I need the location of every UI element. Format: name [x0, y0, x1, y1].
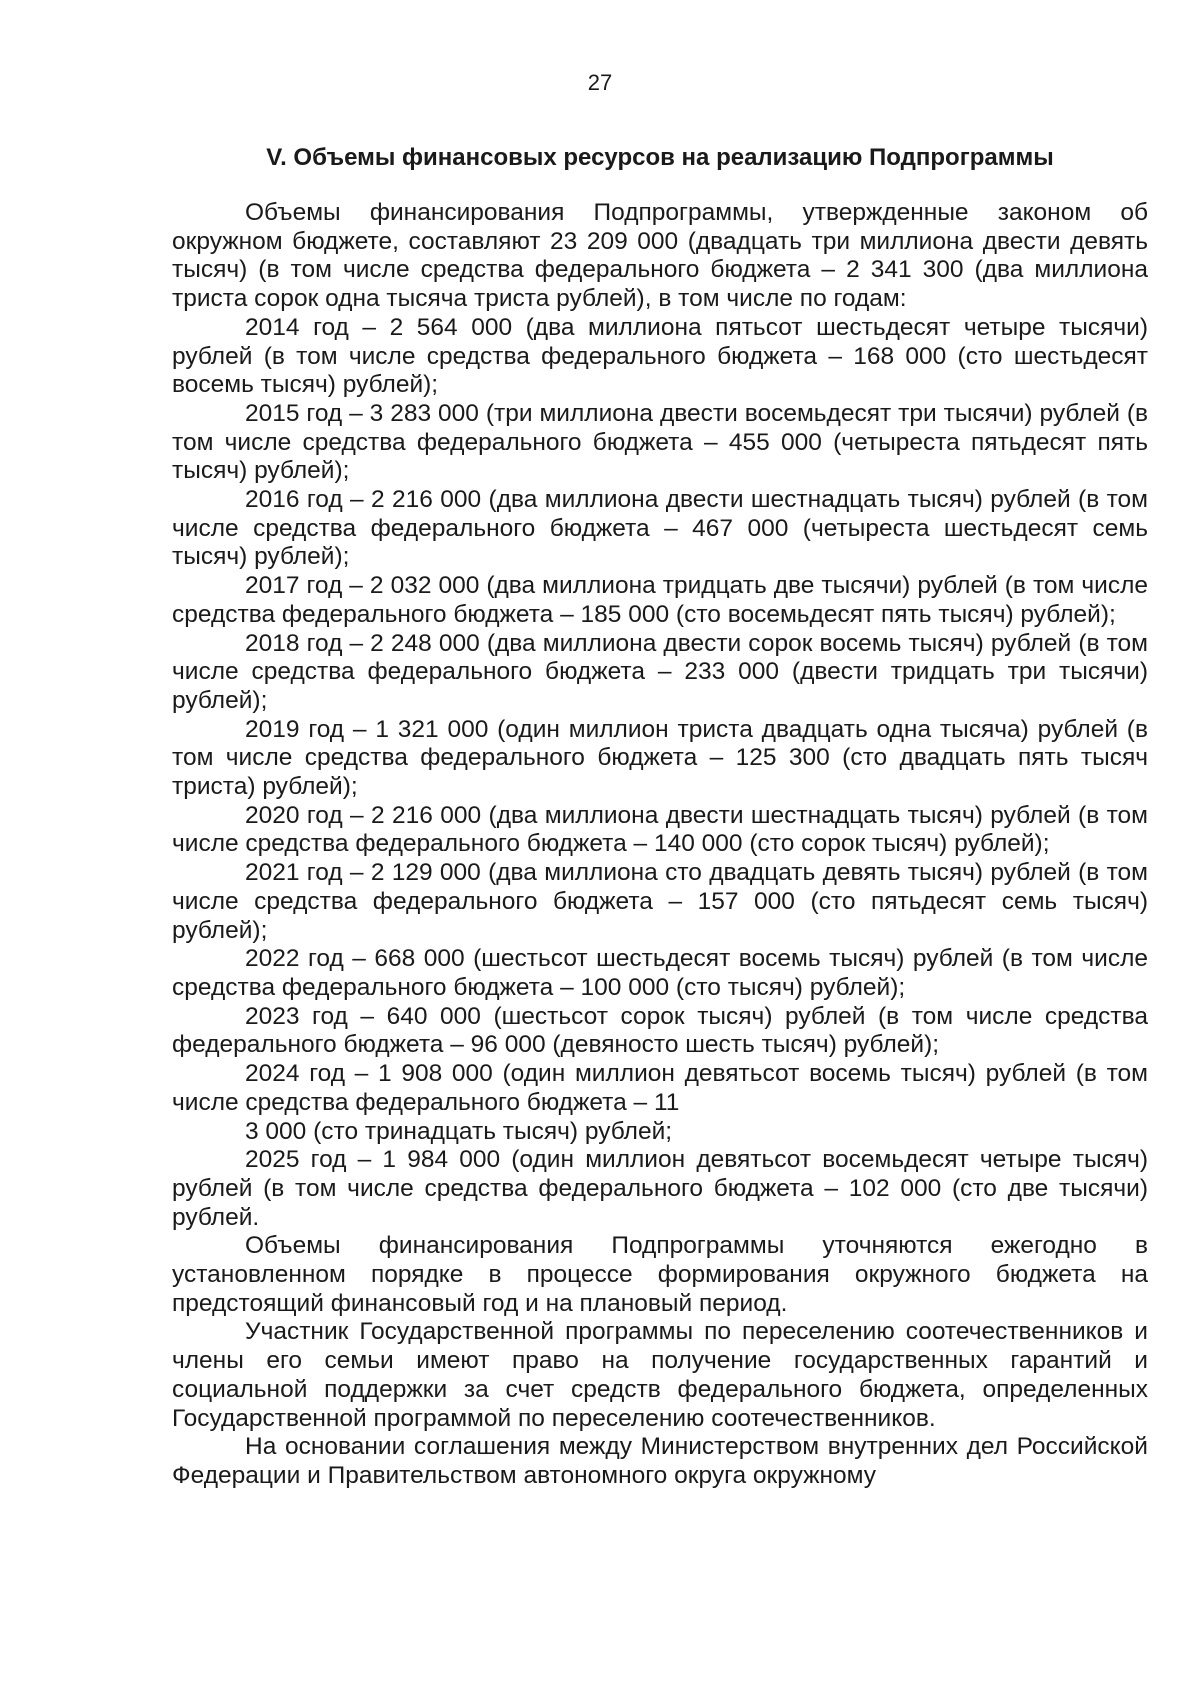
paragraph-year-2024: 2024 год – 1 908 000 (один миллион девятьсот восемь тысяч) рублей (в том числе средства федерального бюджета – 11 — [172, 1060, 1148, 1116]
paragraph-year-2021: 2021 год – 2 129 000 (два миллиона сто двадцать девять тысяч) рублей (в том числе средства федерального бюджета – 157 000 (сто пятьдесят семь тысяч) рублей); — [172, 859, 1148, 944]
paragraph-year-2020: 2020 год – 2 216 000 (два миллиона двести шестнадцать тысяч) рублей (в том числе средства федерального бюджета – 140 000 (сто сорок тысяч) рублей); — [172, 801, 1148, 858]
paragraph-year-2024-continued: 3 000 (сто тринадцать тысяч) рублей; — [245, 1117, 673, 1145]
paragraph-year-2023: 2023 год – 640 000 (шестьсот сорок тысяч) рублей (в том числе средства федерального бюджета – 96 000 (девяносто шесть тысяч) рублей); — [172, 1002, 1148, 1059]
paragraph-funding-adjustment: Объемы финансирования Подпрограммы уточняются ежегодно в установленном порядке в процессе формирования окружного бюджета на предстоящий финансовый год и на плановый период. — [172, 1232, 1148, 1317]
paragraph-year-2015: 2015 год – 3 283 000 (три миллиона двести восемьдесят три тысячи) рублей (в том числе средства федерального бюджета – 455 000 (четыреста пятьдесят пять тысяч) рублей); — [172, 399, 1148, 485]
paragraph-funding-total: Объемы финансирования Подпрограммы, утвержденные законом об окружном бюджете, составляют 23 209 000 (двадцать три миллиона двести девять тысяч) (в том числе средства федерального бюджета – 2 341 300 (два миллиона триста сорок одна тысяча триста рублей), в том числе по годам: — [172, 199, 1148, 313]
paragraph-year-2017: 2017 год – 2 032 000 (два миллиона тридцать две тысячи) рублей (в том числе средства федерального бюджета – 185 000 (сто восемьдесят пять тысяч) рублей); — [172, 572, 1148, 628]
section-heading: V. Объемы финансовых ресурсов на реализацию Подпрограммы — [266, 144, 1054, 171]
paragraph-agreement: На основании соглашения между Министерством внутренних дел Российской Федерации и Правительством автономного округа окружному — [172, 1433, 1148, 1489]
paragraph-participant-rights: Участник Государственной программы по переселению соотечественников и члены его семьи имеют право на получение государственных гарантий и социальной поддержки за счет средств федерального бюджета, определенных Государственной программой по переселению соотечественников. — [172, 1318, 1148, 1432]
paragraph-year-2022: 2022 год – 668 000 (шестьсот шестьдесят восемь тысяч) рублей (в том числе средства федерального бюджета – 100 000 (сто тысяч) рублей); — [172, 945, 1148, 1001]
paragraph-year-2018: 2018 год – 2 248 000 (два миллиона двести сорок восемь тысяч) рублей (в том числе средства федерального бюджета – 233 000 (двести тридцать три тысячи) рублей); — [172, 629, 1148, 714]
document-body — [172, 199, 1148, 1491]
paragraph-year-2016: 2016 год – 2 216 000 (два миллиона двести шестнадцать тысяч) рублей (в том числе средства федерального бюджета – 467 000 (четыреста шестьдесят семь тысяч) рублей); — [172, 486, 1148, 571]
paragraph-year-2014: 2014 год – 2 564 000 (два миллиона пятьсот шестьдесят четыре тысячи) рублей (в том числе средства федерального бюджета – 168 000 (сто шестьдесят восемь тысяч) рублей); — [172, 313, 1148, 399]
paragraph-year-2025: 2025 год – 1 984 000 (один миллион девятьсот восемьдесят четыре тысяч) рублей (в том числе средства федерального бюджета – 102 000 (сто две тысячи) рублей. — [172, 1146, 1148, 1231]
page-number: 27 — [587, 70, 613, 95]
paragraph-year-2019: 2019 год – 1 321 000 (один миллион триста двадцать одна тысяча) рублей (в том числе средства федерального бюджета – 125 300 (сто двадцать пять тысяч триста) рублей); — [172, 715, 1148, 801]
